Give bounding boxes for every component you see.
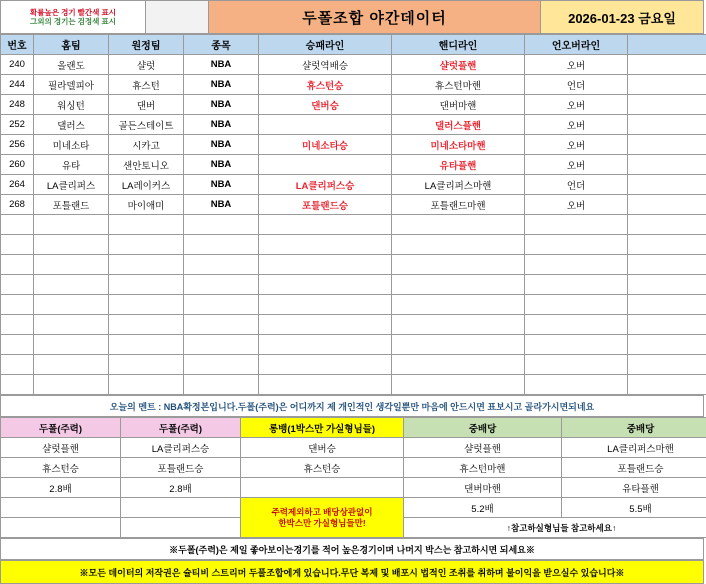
cell-no: 264 [1,175,34,195]
table-header-row [1,35,706,55]
col-header-away: 원정팀 [109,35,184,55]
footer-note-1 [0,538,704,560]
cell-home: 필라델피아 [34,75,109,95]
pick-header-row [1,418,706,438]
cell-away: 샬럿 [109,55,184,75]
cell-empty [628,235,706,255]
cell-empty [34,335,109,355]
cell-league: NBA [184,155,259,175]
cell-empty [1,255,34,275]
cell-overunder: 오버 [525,195,628,215]
cell-home: 미네소타 [34,135,109,155]
pick-cell [1,518,121,538]
pick-header-mid1: 중배당 [404,418,562,438]
cell-league: NBA [184,115,259,135]
cell-away: 휴스턴 [109,75,184,95]
pick-cell [121,518,241,538]
cell-empty [392,275,525,295]
cell-empty [109,335,184,355]
cell-overunder: 오버 [525,55,628,75]
cell-empty [259,275,392,295]
table-row-empty [1,315,706,335]
table-row [1,135,706,155]
cell-empty [184,315,259,335]
cell-empty [525,355,628,375]
cell-extra [628,95,706,115]
table-row-empty [1,375,706,395]
header-blank-cell [146,1,209,34]
cell-empty [184,375,259,395]
cell-empty [34,315,109,335]
table-row [1,115,706,135]
cell-overunder: 오버 [525,155,628,175]
cell-empty [1,335,34,355]
cell-empty [184,215,259,235]
cell-empty [34,255,109,275]
cell-empty [1,355,34,375]
cell-no: 240 [1,55,34,75]
cell-empty [259,215,392,235]
cell-league: NBA [184,135,259,155]
cell-empty [1,295,34,315]
cell-home: 포틀랜드 [34,195,109,215]
cell-extra [628,135,706,155]
cell-extra [628,195,706,215]
header-note-line2: 그외의 경기는 검정색 표시 [3,17,143,26]
longbang-note [241,498,404,538]
col-header-extra [628,35,706,55]
col-header-home: 홈팀 [34,35,109,55]
cell-empty [109,275,184,295]
pick-cell: 댄버마핸 [404,478,562,498]
pick-cell: LA클리퍼스승 [121,438,241,458]
table-row [1,195,706,215]
cell-extra [628,115,706,135]
cell-winline: 샬럿역배승 [259,55,392,75]
cell-empty [1,235,34,255]
col-header-overunder: 언오버라인 [525,35,628,55]
cell-empty [628,295,706,315]
cell-handicap: 유타플핸 [392,155,525,175]
cell-empty [1,375,34,395]
col-header-handicap: 핸디라인 [392,35,525,55]
cell-league: NBA [184,55,259,75]
cell-empty [184,235,259,255]
pick-cell: 댄버승 [241,438,404,458]
cell-empty [184,355,259,375]
table-row-empty [1,215,706,235]
reference-note: ↑참고하실형님들 참고하세요↑ [404,518,706,538]
cell-empty [109,215,184,235]
cell-empty [525,335,628,355]
table-row [1,155,706,175]
cell-empty [259,295,392,315]
cell-home: 올랜도 [34,55,109,75]
pick-cell: 유타플핸 [562,478,706,498]
cell-empty [34,235,109,255]
table-body [1,55,706,395]
pick-cell-odds: 5.2배 [404,498,562,518]
page-title: 두폴조합 야간데이터 [209,1,541,34]
footer-note-2-text: ※모든 데이터의 저작권은 슐티비 스트리머 두풀조합에게 있습니다.무단 복제 및 배포시 법적인 조취를 취하며 불이익을 받으실수 있습니다※ [1,561,704,584]
comment-bar [0,395,704,417]
cell-empty [392,355,525,375]
cell-empty [392,335,525,355]
cell-empty [1,215,34,235]
pick-row [1,458,706,478]
cell-empty [259,315,392,335]
cell-empty [392,295,525,315]
pick-cell: 샬럿플핸 [1,438,121,458]
cell-empty [392,235,525,255]
cell-empty [525,315,628,335]
cell-empty [259,375,392,395]
pick-cell: 휴스턴승 [1,458,121,478]
cell-handicap: 휴스턴마핸 [392,75,525,95]
cell-winline: 미네소타승 [259,135,392,155]
cell-empty [259,235,392,255]
header-note [1,1,146,34]
table-row-empty [1,275,706,295]
cell-overunder: 오버 [525,115,628,135]
pick-cell-odds: 2.8배 [121,478,241,498]
col-header-winline: 승패라인 [259,35,392,55]
cell-away: 샌안토니오 [109,155,184,175]
cell-empty [259,255,392,275]
table-row-empty [1,335,706,355]
pick-cell: 휴스턴마핸 [404,458,562,478]
cell-empty [525,295,628,315]
cell-empty [109,295,184,315]
cell-league: NBA [184,195,259,215]
cell-away: 댄버 [109,95,184,115]
table-row-empty [1,255,706,275]
cell-handicap: 댄버마핸 [392,95,525,115]
cell-no: 244 [1,75,34,95]
cell-no: 248 [1,95,34,115]
footer-note-2 [0,560,704,584]
longbang-note-line2: 한박스만 가실형님들만! [242,518,402,528]
cell-winline: LA클리퍼스승 [259,175,392,195]
cell-overunder: 언더 [525,175,628,195]
cell-empty [109,375,184,395]
header-date: 2026-01-23 금요일 [541,1,704,34]
cell-empty [34,215,109,235]
cell-away: 시카고 [109,135,184,155]
cell-extra [628,175,706,195]
cell-empty [109,255,184,275]
cell-home: LA클리퍼스 [34,175,109,195]
pick-header-main2: 두폴(주력) [121,418,241,438]
comment-text: 오늘의 멘트 : NBA확정본입니다.두폴(주력)은 어디까지 제 개인적인 생각일뿐만 마음에 안드시면 표보시고 골라가시면되네요 [1,396,704,417]
col-header-league: 종목 [184,35,259,55]
cell-handicap: LA클리퍼스마핸 [392,175,525,195]
pick-header-mid2: 중배당 [562,418,706,438]
cell-home: 댈러스 [34,115,109,135]
cell-empty [525,215,628,235]
cell-winline: 휴스턴승 [259,75,392,95]
cell-winline: 포틀랜드승 [259,195,392,215]
table-row-empty [1,355,706,375]
cell-empty [392,375,525,395]
cell-handicap: 포틀랜드마핸 [392,195,525,215]
cell-empty [392,215,525,235]
cell-empty [628,255,706,275]
cell-away: 골든스테이트 [109,115,184,135]
cell-no: 252 [1,115,34,135]
cell-empty [628,275,706,295]
pick-cell: LA클리퍼스마핸 [562,438,706,458]
header-note-line1: 확률높은 경기 빨간색 표시 [3,8,143,17]
cell-empty [34,355,109,375]
cell-league: NBA [184,175,259,195]
cell-overunder: 언더 [525,75,628,95]
pick-cell-odds: 2.8배 [1,478,121,498]
cell-empty [525,275,628,295]
cell-empty [259,335,392,355]
pick-cell: 포틀랜드승 [562,458,706,478]
pick-cell: 휴스턴승 [241,458,404,478]
cell-empty [259,355,392,375]
pick-header-main1: 두폴(주력) [1,418,121,438]
cell-empty [628,335,706,355]
cell-league: NBA [184,95,259,115]
footer-note-1-text: ※두폴(주력)은 제일 좋아보이는경기를 적어 높은경기이며 나머지 박스는 참고하시면 되세요※ [1,539,704,560]
pick-cell: 샬럿플핸 [404,438,562,458]
pick-cell [1,498,121,518]
cell-league: NBA [184,75,259,95]
cell-empty [628,315,706,335]
cell-empty [525,255,628,275]
pick-cell: 포틀랜드승 [121,458,241,478]
pick-cell [121,498,241,518]
pick-blocks [0,417,706,538]
pick-header-longbang: 롱뱅(1박스만 가실형님들) [241,418,404,438]
cell-empty [525,235,628,255]
table-row-empty [1,295,706,315]
cell-empty [628,215,706,235]
cell-empty [184,275,259,295]
cell-empty [109,355,184,375]
cell-handicap: 샬럿플핸 [392,55,525,75]
cell-overunder: 오버 [525,95,628,115]
cell-empty [628,375,706,395]
cell-empty [392,315,525,335]
cell-home: 유타 [34,155,109,175]
longbang-note-line1: 주력제외하고 배당상관없이 [242,507,402,517]
cell-no: 256 [1,135,34,155]
table-row [1,55,706,75]
cell-no: 260 [1,155,34,175]
cell-winline: 댄버승 [259,95,392,115]
cell-empty [109,235,184,255]
col-header-no: 번호 [1,35,34,55]
pick-row [1,438,706,458]
table-row [1,75,706,95]
cell-away: 마이애미 [109,195,184,215]
cell-empty [392,255,525,275]
cell-extra [628,75,706,95]
cell-empty [34,295,109,315]
cell-empty [1,275,34,295]
cell-empty [184,295,259,315]
cell-empty [34,375,109,395]
cell-empty [184,255,259,275]
cell-winline [259,115,392,135]
cell-empty [184,335,259,355]
cell-empty [628,355,706,375]
cell-winline [259,155,392,175]
match-table [0,34,706,395]
pick-cell-odds: 5.5배 [562,498,706,518]
cell-empty [34,275,109,295]
cell-extra [628,155,706,175]
cell-empty [525,375,628,395]
cell-overunder: 오버 [525,135,628,155]
table-row [1,95,706,115]
cell-no: 268 [1,195,34,215]
cell-handicap: 댈러스플핸 [392,115,525,135]
cell-empty [1,315,34,335]
table-row-empty [1,235,706,255]
table-row [1,175,706,195]
pick-row [1,498,706,518]
header-bar [0,0,704,34]
cell-handicap: 미네소타마핸 [392,135,525,155]
cell-empty [109,315,184,335]
cell-away: LA레이커스 [109,175,184,195]
cell-home: 워싱턴 [34,95,109,115]
cell-extra [628,55,706,75]
